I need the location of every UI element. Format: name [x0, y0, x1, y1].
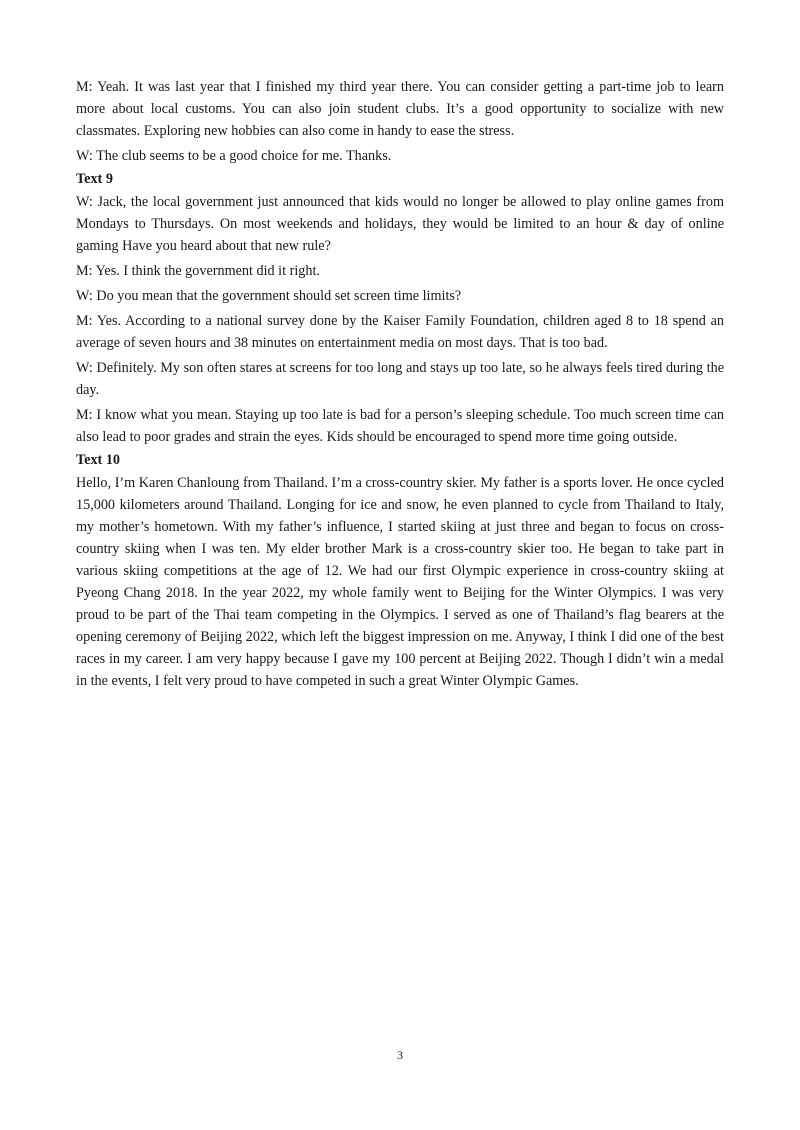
document-page: [76, 76, 724, 695]
paragraph-m-sleep-schedule: M: I know what you mean. Staying up too late is bad for a person’s sleeping schedule. Too much screen time can also lead to poor grades and strain the eyes. Kids should be encouraged to spend more time going outside.: [76, 407, 724, 445]
paragraph-w-son-tired: W: Definitely. My son often stares at screens for too long and stays up too late, so he always feels tired during the day.: [76, 360, 724, 398]
paragraph-m-survey: M: Yes. According to a national survey done by the Kaiser Family Foundation, children aged 8 to 18 spend an average of seven hours and 38 minutes on entertainment media on most days. That is too bad.: [76, 313, 724, 351]
paragraph-karen-chanloung: Hello, I’m Karen Chanloung from Thailand. I’m a cross-country skier. My father is a sports lover. He once cycled 15,000 kilometers around Thailand. Longing for ice and snow, he even planned to cycle from Thailand to Italy, my mother’s hometown. With my father’s influence, I started skiing at just three and began to focus on cross-country skiing when I was ten. My elder brother Mark is a cross-country skier too. He began to take part in various skiing competitions at the age of 12. We had our first Olympic experience in cross-country skiing at Pyeong Chang 2018. In the year 2022, my whole family went to Beijing for the Winter Olympics. I was very proud to be part of the Thai team competing in the Olympics. I served as one of Thailand’s flag bearers at the opening ceremony of Beijing 2022, which left the biggest impression on me. Anyway, I think I did one of the best races in my career. I am very happy because I gave my 100 percent at Beijing 2022. Though I didn’t win a medal in the events, I felt very proud to have competed in such a great Winter Olympic Games.: [76, 475, 724, 689]
paragraph-m-last-year: M: Yeah. It was last year that I finished my third year there. You can consider getting a part-time job to learn more about local customs. You can also join student clubs. It’s a good opportunity to socialize with new classmates. Exploring new hobbies can also come in handy to ease the stress.: [76, 79, 724, 139]
paragraph-w-club-choice: W: The club seems to be a good choice for me. Thanks.: [76, 148, 392, 164]
paragraph-w-online-games: W: Jack, the local government just announced that kids would no longer be allowed to play online games from Mondays to Thursdays. On most weekends and holidays, they would be limited to an hour & day of online gaming Have you heard about that new rule?: [76, 194, 724, 254]
heading-text-10: Text 10: [76, 452, 121, 468]
paragraph-w-screen-limits: W: Do you mean that the government should set screen time limits?: [76, 288, 462, 304]
paragraph-m-government-right: M: Yes. I think the government did it right.: [76, 263, 320, 279]
page-number: 3: [397, 1048, 403, 1062]
heading-text-9: Text 9: [76, 171, 113, 187]
